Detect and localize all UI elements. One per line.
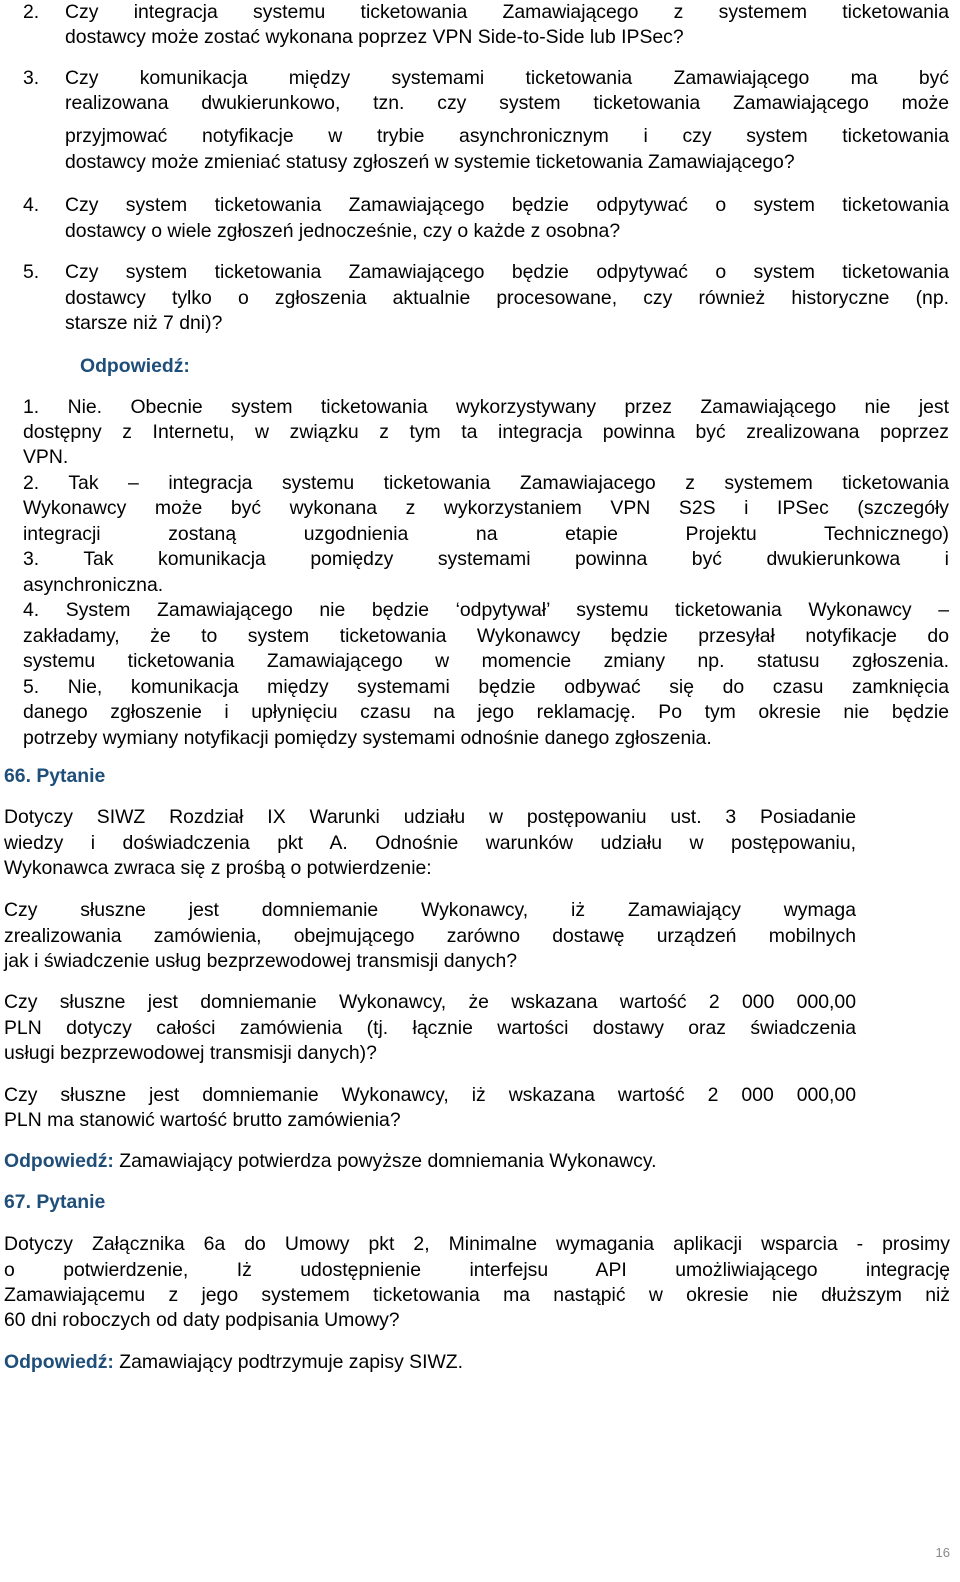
question-2-line-2: dostawcy może zostać wykonana poprzez VPN Side-to-Side lub IPSec? (65, 26, 684, 48)
answer-line: VPN. (23, 446, 69, 468)
answer-line: 4. System Zamawiającego nie będzie ‘odpytywał’ systemu ticketowania Wykonawcy – (23, 599, 949, 621)
question-5-line-3: starsze niż 7 dni)? (65, 312, 223, 334)
answer-line: asynchroniczna. (23, 574, 164, 596)
q67-answer-label: Odpowiedź: (4, 1351, 114, 1373)
q66-para1-line: zrealizowania zamówienia, obejmującego zarówno dostawę urządzeń mobilnych (4, 925, 856, 947)
question-5-line-2: dostawcy tylko o zgłoszenia aktualnie procesowane, czy również historyczne (np. (65, 287, 949, 309)
q67-answer (4, 1350, 944, 1375)
q66-intro-line: Dotyczy SIWZ Rozdział IX Warunki udziału w postępowaniu ust. 3 Posiadanie (4, 806, 856, 828)
question-3-line-2: realizowana dwukierunkowo, tzn. czy system ticketowania Zamawiającego może (65, 92, 949, 114)
answer-line: dostępny z Internetu, w związku z tym ta integracja powinna być zrealizowana poprzez (23, 421, 949, 443)
q66-para1-line: jak i świadczenie usług bezprzewodowej transmisji danych? (4, 950, 518, 972)
answer-line: Wykonawcy może być wykonana z wykorzystaniem VPN S2S i IPSec (szczegóły (23, 497, 949, 519)
q67-line: Dotyczy Załącznika 6a do Umowy pkt 2, Minimalne wymagania aplikacji wsparcia - prosimy (4, 1233, 950, 1255)
answer-line: zakładamy, że to system ticketowania Wykonawcy będzie przesyłał notyfikacje do (23, 625, 949, 647)
answer-line: systemu ticketowania Zamawiającego w momencie zmiany np. statusu zgłoszenia. (23, 650, 949, 672)
q66-para3-line: PLN ma stanowić wartość brutto zamówienia? (4, 1109, 401, 1131)
q67-line: Zamawiającemu z jego systemem ticketowania ma nastąpić w okresie nie dłuższym niż (4, 1284, 950, 1306)
q66-intro-line: Wykonawca zwraca się z prośbą o potwierdzenie: (4, 857, 432, 879)
answer-line: 3. Tak komunikacja pomiędzy systemami powinna być dwukierunkowa i (23, 548, 949, 570)
q66-para1-line: Czy słuszne jest domniemanie Wykonawcy, iż Zamawiający wymaga (4, 899, 856, 921)
question-67-heading: 67. Pytanie (4, 1191, 106, 1213)
q67-line: 60 dni roboczych od daty podpisania Umowy? (4, 1309, 400, 1331)
question-3-line-4: dostawcy może zmieniać statusy zgłoszeń w systemie ticketowania Zamawiającego? (65, 151, 795, 173)
answer-line: potrzeby wymiany notyfikacji pomiędzy systemami odnośnie danego zgłoszenia. (23, 727, 712, 749)
answer-line: danego zgłoszenie i upłynięciu czasu na jego reklamację. Po tym okresie nie będzie (23, 701, 949, 723)
answer-heading: Odpowiedź: (80, 355, 190, 377)
q66-answer-text: Zamawiający potwierdza powyższe domniemania Wykonawcy. (113, 1150, 657, 1172)
q66-para2-line: Czy słuszne jest domniemanie Wykonawcy, że wskazana wartość 2 000 000,00 (4, 991, 856, 1013)
q67-answer-text: Zamawiający podtrzymuje zapisy SIWZ. (113, 1351, 464, 1373)
question-3-line-3: przyjmować notyfikacje w trybie asynchronicznym i czy system ticketowania (65, 125, 949, 147)
question-5-line-1: 5. Czy system ticketowania Zamawiającego będzie odpytywać o system ticketowania (23, 261, 949, 283)
q66-para3-line: Czy słuszne jest domniemanie Wykonawcy, iż wskazana wartość 2 000 000,00 (4, 1084, 856, 1106)
q66-para2-line: usługi bezprzewodowej transmisji danych)? (4, 1042, 377, 1064)
q66-para2-line: PLN dotyczy całości zamówienia (tj. łącznie wartości dostawy oraz świadczenia (4, 1017, 856, 1039)
question-2-line-1: 2. Czy integracja systemu ticketowania Zamawiającego z systemem ticketowania (23, 1, 949, 23)
answer-line: integracji zostaną uzgodnienia na etapie Projektu Technicznego) (23, 523, 949, 545)
answer-line: 2. Tak – integracja systemu ticketowania Zamawiajacego z systemem ticketowania (23, 472, 949, 494)
q66-intro-line: wiedzy i doświadczenia pkt A. Odnośnie warunków udziału w postępowaniu, (4, 832, 856, 854)
q66-answer-label: Odpowiedź: (4, 1150, 114, 1172)
question-4-line-2: dostawcy o wiele zgłoszeń jednocześnie, czy o każde z osobna? (65, 220, 621, 242)
q66-answer (4, 1149, 944, 1174)
page-number: 16 (935, 1545, 950, 1560)
question-66-heading: 66. Pytanie (4, 765, 106, 787)
answer-line: 1. Nie. Obecnie system ticketowania wykorzystywany przez Zamawiającego nie jest (23, 396, 949, 418)
answer-line: 5. Nie, komunikacja między systemami będzie odbywać się do czasu zamknięcia (23, 676, 949, 698)
question-3-line-1: 3. Czy komunikacja między systemami ticketowania Zamawiającego ma być (23, 67, 949, 89)
q67-line: o potwierdzenie, Iż udostępnienie interfejsu API umożliwiającego integrację (4, 1259, 950, 1281)
question-4-line-1: 4. Czy system ticketowania Zamawiającego będzie odpytywać o system ticketowania (23, 194, 949, 216)
